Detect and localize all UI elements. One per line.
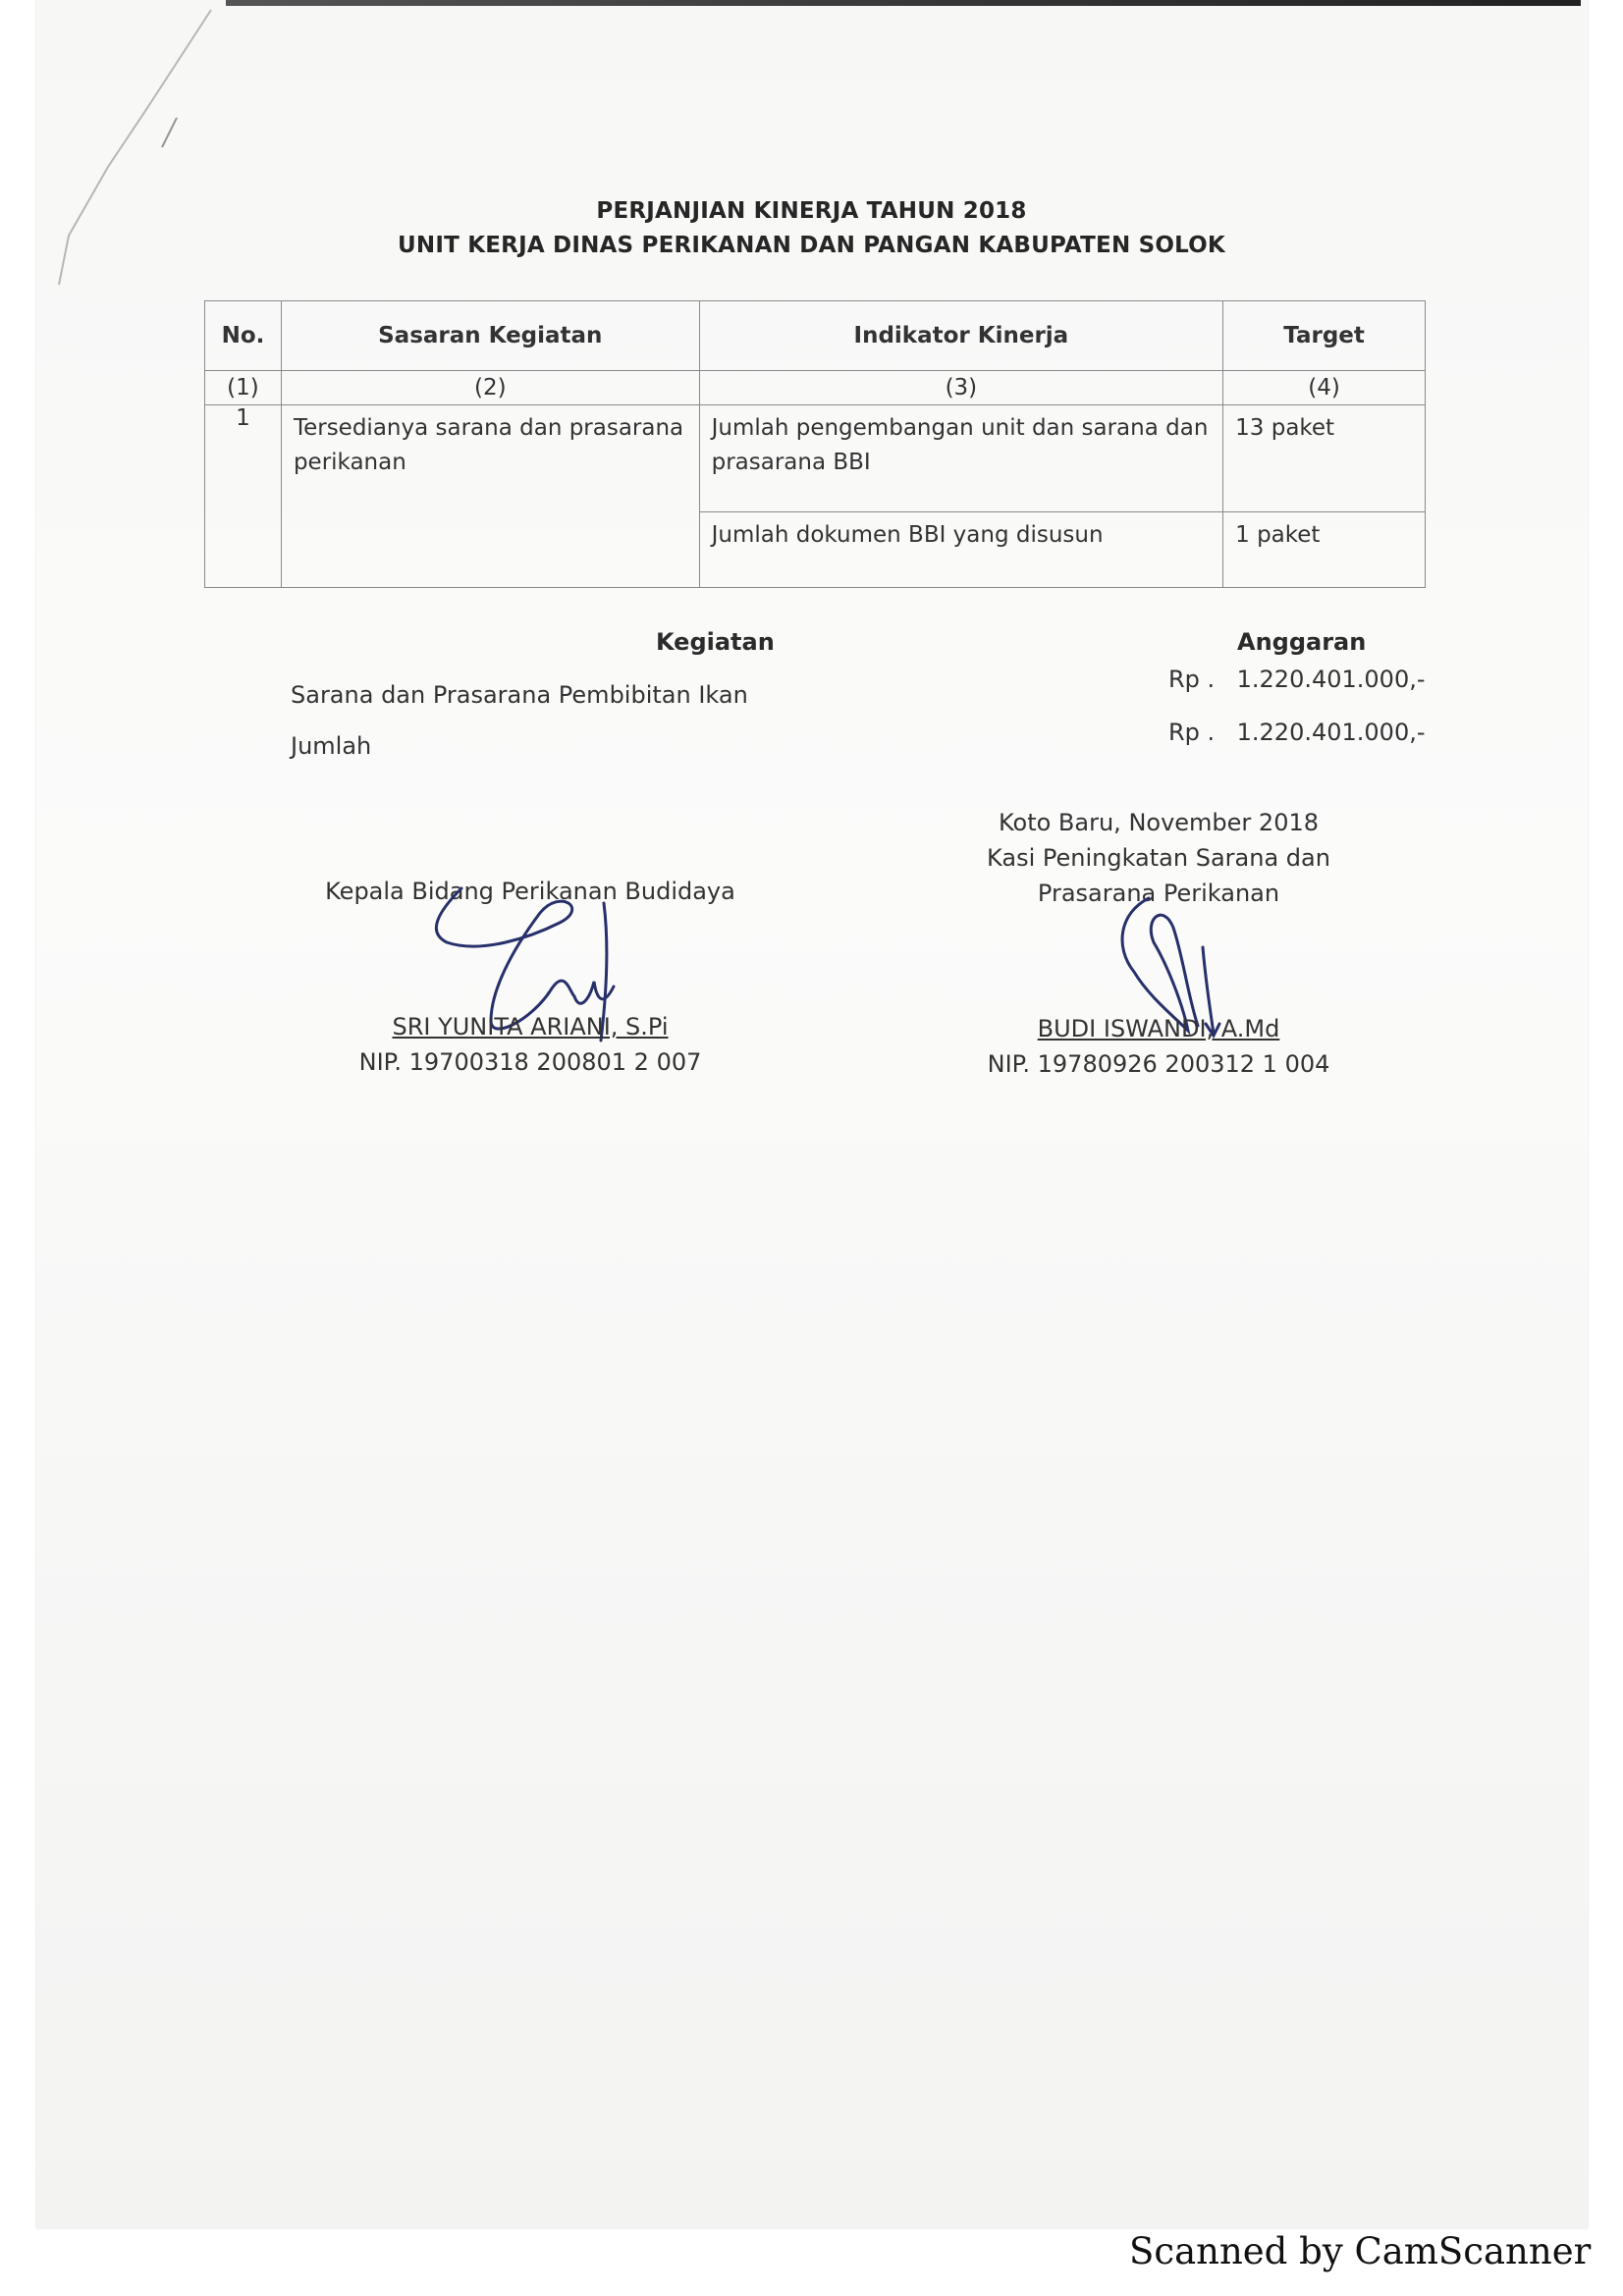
document-title: PERJANJIAN KINERJA TAHUN 2018 — [596, 198, 1027, 224]
header-target: Target — [1223, 301, 1426, 371]
performance-table — [204, 300, 1426, 588]
target-cell — [1223, 512, 1426, 588]
signer-name: SRI YUNITA ARIANI, S.Pi — [392, 1013, 669, 1041]
anggaran-total — [1168, 719, 1426, 746]
anggaran-amount — [1168, 666, 1426, 693]
column-number: (3) — [699, 371, 1223, 405]
signer-details-right — [972, 1011, 1345, 1082]
place-date: Koto Baru, November 2018 — [998, 809, 1319, 836]
kegiatan-item: Sarana dan Prasarana Pembibitan Ikan — [291, 681, 748, 709]
signer-name: BUDI ISWANDI, A.Md — [1037, 1015, 1280, 1042]
signer-position: Kepala Bidang Perikanan Budidaya — [325, 878, 735, 905]
kegiatan-header: Kegiatan — [656, 628, 775, 656]
signer-nip: NIP. 19780926 200312 1 004 — [987, 1050, 1330, 1078]
amount-value: 1.220.401.000,- — [1236, 666, 1426, 693]
currency-label: Rp . — [1168, 719, 1216, 746]
signer-position: Prasarana Perikanan — [1037, 880, 1280, 907]
row-number: 1 — [205, 405, 282, 588]
column-number: (1) — [205, 371, 282, 405]
header-sasaran: Sasaran Kegiatan — [281, 301, 699, 371]
target-cell — [1223, 405, 1426, 512]
column-number: (2) — [281, 371, 699, 405]
signer-nip: NIP. 19700318 200801 2 007 — [358, 1048, 702, 1076]
table-row — [205, 405, 1426, 512]
anggaran-header: Anggaran — [1237, 628, 1367, 656]
amount-value: 1.220.401.000,- — [1236, 719, 1426, 746]
document-subtitle: UNIT KERJA DINAS PERIKANAN DAN PANGAN KABUPATEN SOLOK — [398, 233, 1225, 258]
indikator-cell — [699, 512, 1223, 588]
paper-fold-mark — [29, 0, 226, 314]
sasaran-cell — [281, 405, 699, 588]
signer-position: Kasi Peningkatan Sarana dan — [987, 844, 1330, 872]
target-text: 1 paket — [1235, 522, 1321, 548]
signer-details-left — [314, 1009, 746, 1080]
target-text: 13 paket — [1235, 415, 1335, 441]
column-number-row — [205, 371, 1426, 405]
currency-label: Rp . — [1168, 666, 1216, 693]
indikator-cell — [699, 405, 1223, 512]
sasaran-text: Tersedianya sarana dan prasarana perikanan — [293, 415, 684, 475]
column-number: (4) — [1223, 371, 1426, 405]
indikator-text: Jumlah dokumen BBI yang disusun — [711, 522, 1104, 548]
scan-top-edge — [226, 0, 1581, 6]
indikator-text: Jumlah pengembangan unit dan sarana dan prasarana BBI — [711, 415, 1209, 475]
kegiatan-total-label: Jumlah — [291, 732, 372, 760]
header-no: No. — [205, 301, 282, 371]
scanner-watermark: Scanned by CamScanner — [1129, 2230, 1592, 2272]
header-indikator: Indikator Kinerja — [699, 301, 1223, 371]
table-header-row — [205, 301, 1426, 371]
